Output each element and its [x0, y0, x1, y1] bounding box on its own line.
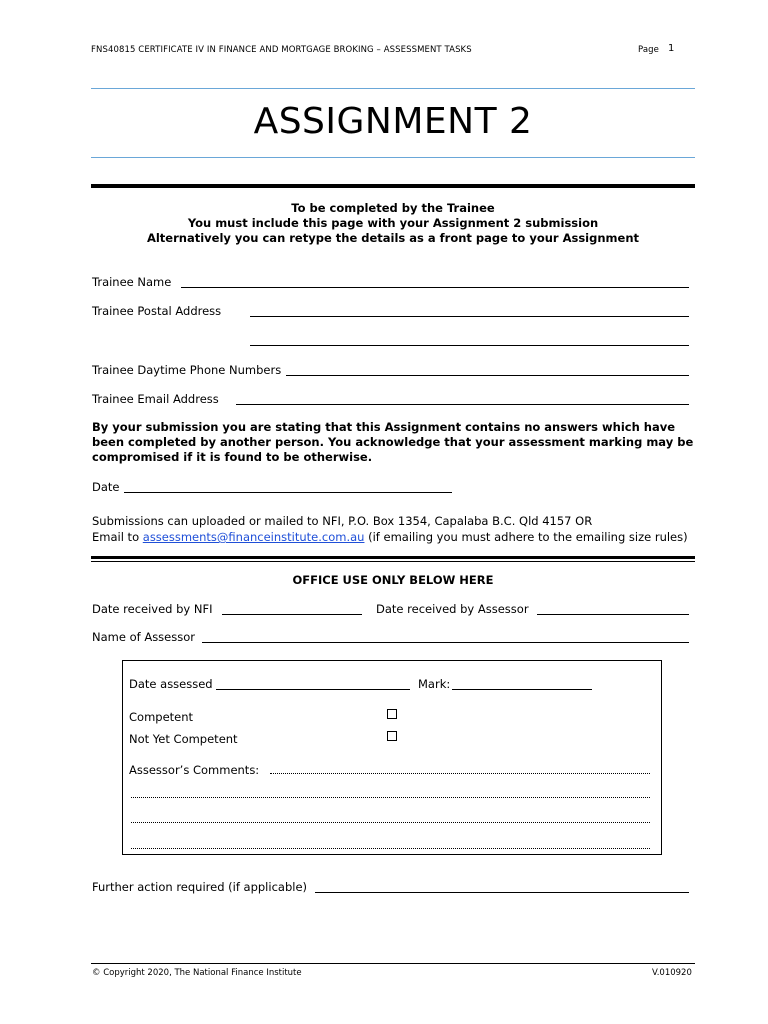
comments-line-2[interactable]: [131, 797, 650, 798]
title-top-rule: [91, 88, 695, 89]
comments-line-4[interactable]: [131, 848, 650, 849]
email-label: Trainee Email Address: [92, 392, 219, 406]
comments-line-1[interactable]: [270, 773, 650, 774]
section-rule: [91, 184, 695, 188]
postal-address-label: Trainee Postal Address: [92, 304, 222, 318]
intro-line-3: Alternatively you can retype the details as a front page to your Assignment: [146, 231, 640, 245]
phone-line[interactable]: [286, 375, 689, 376]
competent-checkbox[interactable]: [387, 709, 397, 719]
office-heading: OFFICE USE ONLY BELOW HERE: [292, 573, 494, 587]
submission-email-line: [92, 530, 688, 544]
competent-label: Competent: [129, 710, 194, 724]
email-suffix: (if emailing you must adhere to the emailing size rules): [364, 530, 688, 544]
postal-address-line-1[interactable]: [250, 316, 689, 317]
submission-line: Submissions can uploaded or mailed to NFI, P.O. Box 1354, Capalaba B.C. Qld 4157 OR: [92, 514, 593, 528]
date-label: Date: [92, 480, 120, 494]
comments-line-3[interactable]: [131, 822, 650, 823]
email-line[interactable]: [236, 404, 689, 405]
running-header: FNS40815 CERTIFICATE IV IN FINANCE AND MORTGAGE BROKING – ASSESSMENT TASKS: [91, 45, 472, 55]
email-link[interactable]: assessments@financeinstitute.com.au: [142, 530, 365, 544]
title-bottom-rule: [91, 157, 695, 158]
page-number: 1: [668, 43, 675, 54]
mark-line[interactable]: [452, 689, 592, 690]
postal-address-line-2[interactable]: [250, 345, 689, 346]
name-of-assessor-label: Name of Assessor: [92, 630, 195, 644]
further-action-line[interactable]: [315, 892, 689, 893]
assessor-comments-label: Assessor’s Comments:: [129, 763, 260, 777]
date-line[interactable]: [124, 492, 452, 493]
date-received-nfi-line[interactable]: [222, 614, 362, 615]
further-action-label: Further action required (if applicable): [92, 880, 308, 894]
date-received-nfi-label: Date received by NFI: [92, 602, 213, 616]
mark-label: Mark:: [418, 677, 451, 691]
office-rule-thin: [91, 561, 695, 562]
page-title: ASSIGNMENT 2: [253, 101, 533, 142]
trainee-name-label: Trainee Name: [92, 275, 172, 289]
declaration-line-2: been completed by another person. You acknowledge that your assessment marking may be: [92, 435, 694, 449]
not-yet-competent-checkbox[interactable]: [387, 731, 397, 741]
footer-version: V.010920: [652, 968, 692, 978]
name-of-assessor-line[interactable]: [202, 642, 689, 643]
date-received-assessor-label: Date received by Assessor: [376, 602, 529, 616]
page-label: Page: [638, 45, 659, 55]
phone-label: Trainee Daytime Phone Numbers: [92, 363, 282, 377]
office-rule-thick: [91, 556, 695, 559]
intro-line-2: You must include this page with your Assignment 2 submission: [187, 216, 599, 230]
footer-rule: [91, 963, 695, 964]
email-prefix: Email to: [92, 530, 143, 544]
date-assessed-line[interactable]: [216, 689, 410, 690]
footer-copyright: © Copyright 2020, The National Finance Institute: [92, 968, 302, 978]
date-assessed-label: Date assessed: [129, 677, 213, 691]
intro-line-1: To be completed by the Trainee: [291, 201, 495, 215]
trainee-name-line[interactable]: [181, 287, 689, 288]
date-received-assessor-line[interactable]: [537, 614, 689, 615]
not-yet-competent-label: Not Yet Competent: [129, 732, 238, 746]
declaration-line-1: By your submission you are stating that this Assignment contains no answers which have: [92, 420, 676, 434]
declaration-line-3: compromised if it is found to be otherwise.: [92, 450, 373, 464]
